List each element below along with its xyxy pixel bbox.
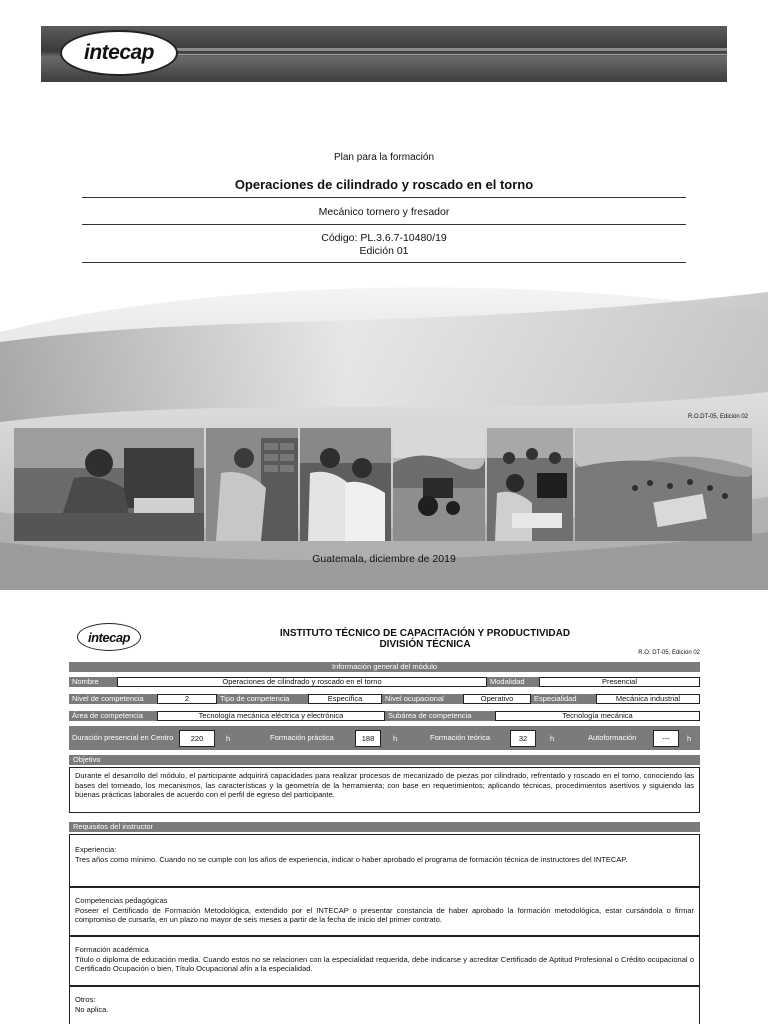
plan-label: Plan para la formación: [333, 152, 435, 163]
requisito-otros: [69, 986, 700, 1024]
label-formacion-practica: Formación práctica: [270, 732, 334, 742]
value-subarea-competencia: Tecnología mecánica: [495, 711, 700, 721]
value-formacion-teorica: 32: [510, 730, 536, 747]
photo-strip: [14, 428, 754, 541]
row-duracion: [69, 726, 700, 750]
requisito-title: Experiencia:: [75, 845, 117, 854]
label-formacion-teorica: Formación teórica: [430, 732, 491, 742]
ro-code: R.O. DT-05, Edición 02: [638, 650, 700, 656]
row-area: [69, 711, 700, 721]
label-nombre: Nombre: [69, 677, 117, 687]
requisito-text: Título o diploma de educación media. Cuando estos no se relacionen con la especialidad requerida, debe indicarse y acreditar Certificado de Aptitud Profesional o Crédito ocupacional o Certificado Ocupación o bien, Título Ocupacional afín a la especialidad.: [75, 954, 694, 973]
unit-autoformacion: h: [687, 733, 692, 743]
requisito-formacion-academica: [69, 936, 700, 986]
label-area-competencia: Área de competencia: [69, 711, 157, 721]
photo-computer-lab: [487, 428, 573, 541]
value-nombre: Operaciones de cilindrado y roscado en el torno: [117, 677, 487, 687]
photo-lathe-worker: [14, 428, 204, 541]
value-especialidad: Mecánica industrial: [596, 694, 700, 704]
unit-practica: h: [393, 733, 398, 743]
unit-duracion: h: [226, 733, 231, 743]
value-duracion-presencial: 220: [179, 730, 215, 747]
general-info-header: Información general del módulo: [69, 662, 700, 672]
requisito-title: Otros:: [75, 995, 96, 1004]
band-stripe: [171, 48, 727, 51]
requisitos-header: Requisitos del instructor: [69, 822, 700, 832]
band-stripe-thin: [171, 54, 727, 55]
photo-field-workers: [575, 428, 752, 541]
logo-text: intecap: [83, 41, 155, 64]
logo-text: intecap: [87, 629, 130, 645]
place-date: Guatemala, diciembre de 2019: [312, 553, 456, 565]
objetivo-text: Durante el desarrollo del módulo, el participante adquirirá capacidades para realizar procesos de mecanizado de piezas por cilindrado, refrentado y roscado en el torno, conociendo las bases del torneado, los mecanismos, las características y la geometría de la herramienta; con base en requerimientos; aplicando técnicas, procedimientos asertivos y siguiendo las buenas prácticas laborales de acuerdo con el perfil de egreso del participante.: [75, 771, 694, 799]
label-nivel-ocupacional: Nivel ocupacional: [382, 694, 463, 704]
document-edition: Edición 01: [359, 245, 409, 257]
divider: [82, 262, 686, 263]
row-nombre: [69, 677, 700, 687]
ro-code: R.O.DT-05, Edición 02: [687, 414, 748, 420]
value-modalidad: Presencial: [539, 677, 700, 687]
photo-lab-workers: [300, 428, 391, 541]
requisito-text: Poseer el Certificado de Formación Metodológica, extendido por el INTECAP o presentar constancia de haber aprobado la formación metodológica, estar cursándola o firmar compromiso de cursarla, en un plazo no mayor de seis meses a partir de la fecha de inicio del primer contrato.: [75, 905, 694, 924]
unit-teorica: h: [550, 733, 555, 743]
requisito-text: No aplica.: [75, 1004, 109, 1014]
requisito-title: Competencias pedagógicas: [75, 896, 168, 905]
photo-tractor: [393, 428, 485, 541]
value-nivel-competencia: 2: [157, 694, 217, 704]
requisito-competencias-pedagogicas: [69, 887, 700, 936]
photo-bricklayer: [206, 428, 298, 541]
label-autoformacion: Autoformación: [588, 732, 637, 742]
value-formacion-practica: 188: [355, 730, 381, 747]
module-page: [0, 590, 768, 1024]
division-name: DIVISIÓN TÉCNICA: [379, 639, 471, 650]
intecap-logo: [77, 623, 141, 651]
intecap-logo: [60, 30, 178, 76]
document-code: Código: PL.3.6.7-10480/19: [321, 232, 447, 244]
row-competencia: [69, 694, 700, 704]
label-modalidad: Modalidad: [487, 677, 539, 687]
requisito-title: Formación académica: [75, 945, 149, 954]
label-tipo-competencia: Tipo de competencia: [217, 694, 308, 704]
institute-name: INSTITUTO TÉCNICO DE CAPACITACIÓN Y PRODUCTIVIDAD: [279, 628, 571, 639]
objetivo-box: [69, 767, 700, 813]
requisito-text: Tres años como mínimo. Cuando no se cumple con los años de experiencia, indicar o haber aprobado el programa de formación técnica de instructores del INTECAP.: [75, 854, 628, 864]
objetivo-header: Objetivo: [69, 755, 700, 765]
value-tipo-competencia: Específica: [308, 694, 382, 704]
value-area-competencia: Tecnología mecánica eléctrica y electrónica: [157, 711, 385, 721]
divider: [82, 224, 686, 225]
label-especialidad: Especialidad: [531, 694, 596, 704]
divider: [82, 197, 686, 198]
label-nivel-competencia: Nivel de competencia: [69, 694, 157, 704]
value-autoformacion: ---: [653, 730, 679, 747]
document-title: Operaciones de cilindrado y roscado en el torno: [234, 177, 534, 192]
value-nivel-ocupacional: Operativo: [463, 694, 531, 704]
label-duracion-presencial: Duración presencial en Centro: [72, 732, 174, 742]
occupation: Mecánico tornero y fresador: [318, 206, 450, 218]
requisito-experiencia: [69, 834, 700, 887]
label-subarea-competencia: Subárea de competencia: [385, 711, 495, 721]
